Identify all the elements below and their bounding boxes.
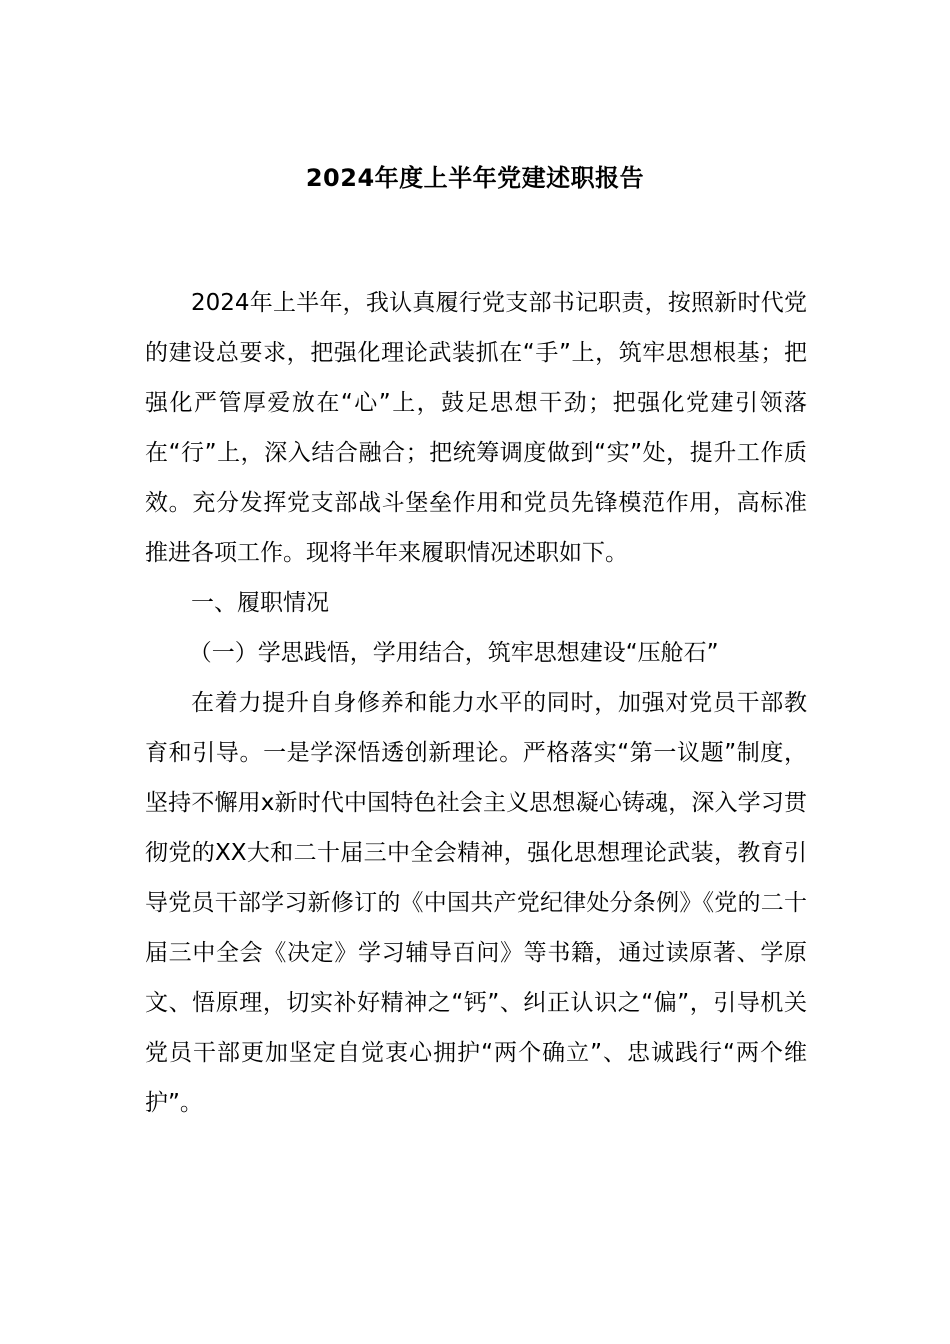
document-title: 2024年度上半年党建述职报告 bbox=[305, 164, 645, 192]
section-heading: 一、履职情况 bbox=[191, 590, 329, 616]
body-paragraph: 在着力提升自身修养和能力水平的同时，加强对党员干部教育和引导。一是学深悟透创新理论。严格落实“第一议题”制度，坚持不懈用x新时代中国特色社会主义思想凝心铸魂，深入学习贯彻党的XX大和二十届三中全会精神，强化思想理论武装，教育引导党员干部学习新修订的《中国共产党纪律处分条例》《党的二十届三中全会《决定》学习辅导百问》等书籍，通过读原著、学原文、悟原理，切实补好精神之“钙”、纠正认识之“偏”，引导机关党员干部更加坚定自觉衷心拥护“两个确立”、忠诚践行“两个维护”。 bbox=[145, 690, 807, 1116]
subsection-heading: （一）学思践悟，学用结合，筑牢思想建设“压舱石” bbox=[188, 640, 719, 666]
document-body bbox=[145, 278, 807, 1128]
intro-paragraph: 2024年上半年，我认真履行党支部书记职责，按照新时代党的建设总要求，把强化理论武装抓在“手”上，筑牢思想根基；把强化严管厚爱放在“心”上，鼓足思想干劲；把强化党建引领落在“行”上，深入结合融合；把统筹调度做到“实”处，提升工作质效。充分发挥党支部战斗堡垒作用和党员先锋模范作用，高标准推进各项工作。现将半年来履职情况述职如下。 bbox=[145, 290, 807, 566]
